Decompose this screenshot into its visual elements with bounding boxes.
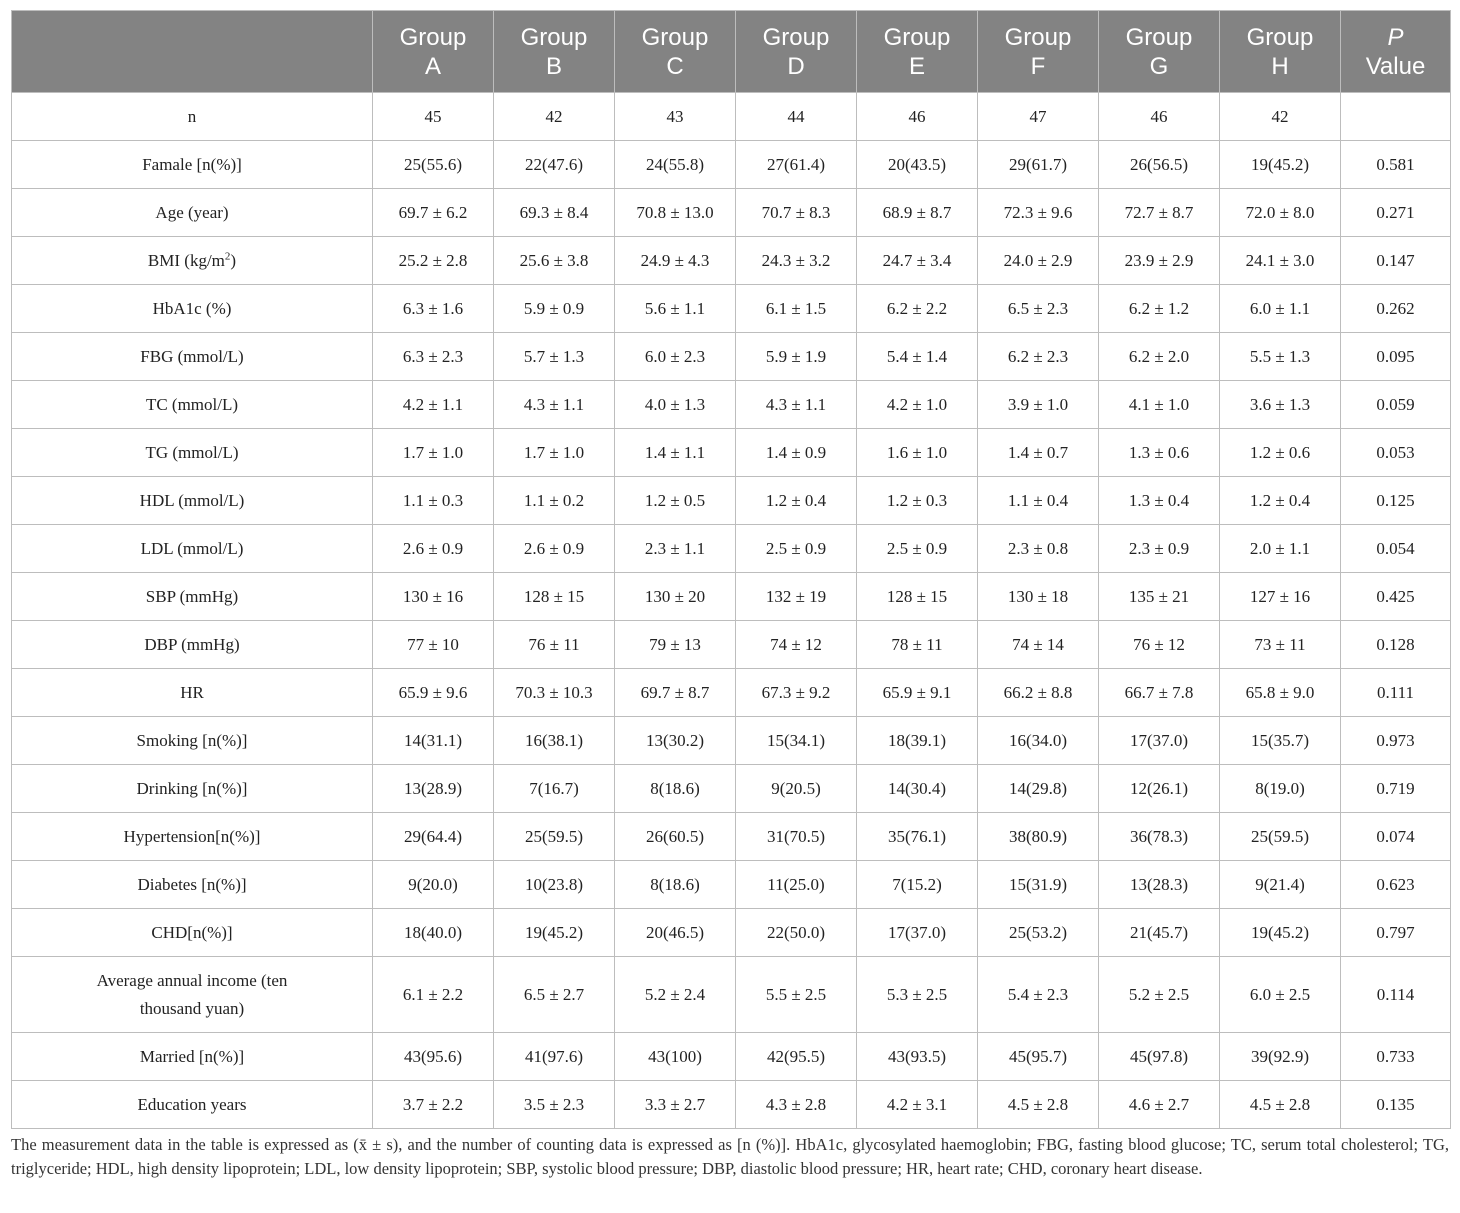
row-label bbox=[12, 909, 373, 957]
cell-group-1: 1.7 ± 1.0 bbox=[494, 429, 615, 477]
row-label bbox=[12, 621, 373, 669]
cell-group-5: 29(61.7) bbox=[978, 141, 1099, 189]
cell-group-7: 127 ± 16 bbox=[1220, 573, 1341, 621]
row-label-text: TG (mmol/L) bbox=[145, 442, 239, 462]
cell-p-value: 0.135 bbox=[1341, 1081, 1451, 1129]
cell-group-6: 12(26.1) bbox=[1099, 765, 1220, 813]
cell-group-7: 25(59.5) bbox=[1220, 813, 1341, 861]
row-label-text: Married [n(%)] bbox=[139, 1046, 245, 1066]
header-group-5 bbox=[978, 11, 1099, 93]
table-row bbox=[12, 1081, 1451, 1129]
cell-group-6: 4.1 ± 1.0 bbox=[1099, 381, 1220, 429]
cell-group-0: 13(28.9) bbox=[373, 765, 494, 813]
cell-group-3: 1.2 ± 0.4 bbox=[736, 477, 857, 525]
cell-group-7: 9(21.4) bbox=[1220, 861, 1341, 909]
row-label bbox=[12, 957, 373, 1033]
cell-group-2: 70.8 ± 13.0 bbox=[615, 189, 736, 237]
table-row bbox=[12, 477, 1451, 525]
cell-group-0: 9(20.0) bbox=[373, 861, 494, 909]
row-label-text: Drinking [n(%)] bbox=[136, 778, 248, 798]
cell-group-7: 6.0 ± 1.1 bbox=[1220, 285, 1341, 333]
cell-group-0: 25(55.6) bbox=[373, 141, 494, 189]
cell-group-4: 43(93.5) bbox=[857, 1033, 978, 1081]
cell-group-3: 9(20.5) bbox=[736, 765, 857, 813]
table-container bbox=[11, 10, 1449, 1129]
cell-group-2: 43 bbox=[615, 93, 736, 141]
cell-group-7: 42 bbox=[1220, 93, 1341, 141]
cell-p-value: 0.733 bbox=[1341, 1033, 1451, 1081]
cell-group-1: 7(16.7) bbox=[494, 765, 615, 813]
cell-group-6: 72.7 ± 8.7 bbox=[1099, 189, 1220, 237]
cell-p-value: 0.059 bbox=[1341, 381, 1451, 429]
row-label bbox=[12, 381, 373, 429]
row-label bbox=[12, 237, 373, 285]
cell-group-2: 69.7 ± 8.7 bbox=[615, 669, 736, 717]
cell-group-6: 2.3 ± 0.9 bbox=[1099, 525, 1220, 573]
cell-p-value: 0.581 bbox=[1341, 141, 1451, 189]
cell-group-0: 1.1 ± 0.3 bbox=[373, 477, 494, 525]
header-p-value bbox=[1341, 11, 1451, 93]
header-row bbox=[12, 11, 1451, 93]
cell-group-1: 69.3 ± 8.4 bbox=[494, 189, 615, 237]
cell-p-value bbox=[1341, 93, 1451, 141]
cell-group-6: 36(78.3) bbox=[1099, 813, 1220, 861]
row-label bbox=[12, 477, 373, 525]
cell-group-3: 24.3 ± 3.2 bbox=[736, 237, 857, 285]
cell-group-7: 72.0 ± 8.0 bbox=[1220, 189, 1341, 237]
cell-group-4: 35(76.1) bbox=[857, 813, 978, 861]
cell-group-4: 1.6 ± 1.0 bbox=[857, 429, 978, 477]
row-label-suffix: ) bbox=[230, 250, 237, 270]
cell-group-0: 18(40.0) bbox=[373, 909, 494, 957]
row-label bbox=[12, 1081, 373, 1129]
cell-group-1: 22(47.6) bbox=[494, 141, 615, 189]
row-label-text: DBP (mmHg) bbox=[144, 634, 240, 654]
header-group-letter: H bbox=[1271, 52, 1289, 80]
cell-group-4: 46 bbox=[857, 93, 978, 141]
table-header bbox=[12, 11, 1451, 93]
cell-group-2: 6.0 ± 2.3 bbox=[615, 333, 736, 381]
cell-p-value: 0.074 bbox=[1341, 813, 1451, 861]
header-group-letter: A bbox=[424, 52, 441, 80]
row-label-text: CHD[n(%)] bbox=[151, 922, 233, 942]
cell-group-3: 44 bbox=[736, 93, 857, 141]
cell-group-0: 25.2 ± 2.8 bbox=[373, 237, 494, 285]
row-label bbox=[12, 333, 373, 381]
cell-group-5: 74 ± 14 bbox=[978, 621, 1099, 669]
cell-group-0: 43(95.6) bbox=[373, 1033, 494, 1081]
cell-p-value: 0.054 bbox=[1341, 525, 1451, 573]
cell-group-2: 130 ± 20 bbox=[615, 573, 736, 621]
cell-group-4: 6.2 ± 2.2 bbox=[857, 285, 978, 333]
cell-group-4: 7(15.2) bbox=[857, 861, 978, 909]
cell-group-6: 23.9 ± 2.9 bbox=[1099, 237, 1220, 285]
cell-group-1: 19(45.2) bbox=[494, 909, 615, 957]
cell-group-4: 2.5 ± 0.9 bbox=[857, 525, 978, 573]
table-row bbox=[12, 429, 1451, 477]
row-label-text: LDL (mmol/L) bbox=[140, 538, 244, 558]
cell-group-1: 76 ± 11 bbox=[494, 621, 615, 669]
cell-group-4: 5.3 ± 2.5 bbox=[857, 957, 978, 1033]
cell-group-1: 5.9 ± 0.9 bbox=[494, 285, 615, 333]
cell-group-0: 3.7 ± 2.2 bbox=[373, 1081, 494, 1129]
cell-group-7: 15(35.7) bbox=[1220, 717, 1341, 765]
cell-group-4: 78 ± 11 bbox=[857, 621, 978, 669]
header-group-letter: B bbox=[545, 52, 562, 80]
cell-group-5: 47 bbox=[978, 93, 1099, 141]
table-row bbox=[12, 669, 1451, 717]
cell-group-2: 4.0 ± 1.3 bbox=[615, 381, 736, 429]
row-label-text: Diabetes [n(%)] bbox=[137, 874, 247, 894]
cell-p-value: 0.262 bbox=[1341, 285, 1451, 333]
cell-group-7: 1.2 ± 0.4 bbox=[1220, 477, 1341, 525]
row-label-text: Age (year) bbox=[155, 202, 229, 222]
row-label bbox=[12, 813, 373, 861]
row-label-superscript: 2 bbox=[224, 249, 231, 262]
cell-group-5: 3.9 ± 1.0 bbox=[978, 381, 1099, 429]
row-label-text: HDL (mmol/L) bbox=[139, 490, 245, 510]
cell-group-0: 2.6 ± 0.9 bbox=[373, 525, 494, 573]
cell-p-value: 0.719 bbox=[1341, 765, 1451, 813]
cell-group-1: 16(38.1) bbox=[494, 717, 615, 765]
table-row bbox=[12, 765, 1451, 813]
cell-group-3: 27(61.4) bbox=[736, 141, 857, 189]
cell-group-3: 74 ± 12 bbox=[736, 621, 857, 669]
cell-group-1: 4.3 ± 1.1 bbox=[494, 381, 615, 429]
cell-group-6: 5.2 ± 2.5 bbox=[1099, 957, 1220, 1033]
header-group-0 bbox=[373, 11, 494, 93]
cell-group-4: 4.2 ± 3.1 bbox=[857, 1081, 978, 1129]
header-group-letter: E bbox=[908, 52, 925, 80]
cell-p-value: 0.797 bbox=[1341, 909, 1451, 957]
row-label-text: n bbox=[187, 106, 197, 126]
cell-group-7: 3.6 ± 1.3 bbox=[1220, 381, 1341, 429]
cell-group-6: 1.3 ± 0.6 bbox=[1099, 429, 1220, 477]
cell-group-1: 3.5 ± 2.3 bbox=[494, 1081, 615, 1129]
cell-group-7: 1.2 ± 0.6 bbox=[1220, 429, 1341, 477]
row-label-text: Famale [n(%)] bbox=[142, 154, 242, 174]
cell-group-3: 5.9 ± 1.9 bbox=[736, 333, 857, 381]
cell-p-value: 0.111 bbox=[1341, 669, 1451, 717]
cell-group-2: 1.2 ± 0.5 bbox=[615, 477, 736, 525]
row-label bbox=[12, 285, 373, 333]
cell-group-1: 70.3 ± 10.3 bbox=[494, 669, 615, 717]
table-row bbox=[12, 909, 1451, 957]
cell-group-2: 5.2 ± 2.4 bbox=[615, 957, 736, 1033]
cell-group-5: 15(31.9) bbox=[978, 861, 1099, 909]
cell-group-7: 24.1 ± 3.0 bbox=[1220, 237, 1341, 285]
cell-group-2: 24(55.8) bbox=[615, 141, 736, 189]
header-value-word: Value bbox=[1365, 52, 1426, 80]
cell-group-2: 3.3 ± 2.7 bbox=[615, 1081, 736, 1129]
cell-group-0: 4.2 ± 1.1 bbox=[373, 381, 494, 429]
header-group-word: Group bbox=[883, 23, 951, 51]
cell-group-0: 65.9 ± 9.6 bbox=[373, 669, 494, 717]
cell-group-3: 6.1 ± 1.5 bbox=[736, 285, 857, 333]
row-label-text: HbA1c (%) bbox=[152, 298, 232, 318]
cell-group-2: 8(18.6) bbox=[615, 861, 736, 909]
header-group-1 bbox=[494, 11, 615, 93]
cell-group-2: 79 ± 13 bbox=[615, 621, 736, 669]
header-group-word: Group bbox=[1004, 23, 1072, 51]
table-row bbox=[12, 621, 1451, 669]
cell-group-5: 25(53.2) bbox=[978, 909, 1099, 957]
row-label bbox=[12, 573, 373, 621]
header-group-word: Group bbox=[641, 23, 709, 51]
table-row bbox=[12, 813, 1451, 861]
cell-group-4: 14(30.4) bbox=[857, 765, 978, 813]
cell-group-3: 42(95.5) bbox=[736, 1033, 857, 1081]
cell-group-4: 17(37.0) bbox=[857, 909, 978, 957]
cell-group-2: 13(30.2) bbox=[615, 717, 736, 765]
table-row bbox=[12, 93, 1451, 141]
row-label bbox=[12, 1033, 373, 1081]
table-row bbox=[12, 525, 1451, 573]
cell-group-2: 1.4 ± 1.1 bbox=[615, 429, 736, 477]
cell-group-0: 45 bbox=[373, 93, 494, 141]
cell-group-5: 66.2 ± 8.8 bbox=[978, 669, 1099, 717]
cell-p-value: 0.128 bbox=[1341, 621, 1451, 669]
row-label-text: Average annual income (ten bbox=[96, 970, 288, 990]
cell-group-6: 6.2 ± 2.0 bbox=[1099, 333, 1220, 381]
row-label bbox=[12, 717, 373, 765]
cell-group-6: 1.3 ± 0.4 bbox=[1099, 477, 1220, 525]
cell-group-5: 72.3 ± 9.6 bbox=[978, 189, 1099, 237]
cell-group-7: 19(45.2) bbox=[1220, 141, 1341, 189]
table-row bbox=[12, 1033, 1451, 1081]
cell-p-value: 0.973 bbox=[1341, 717, 1451, 765]
cell-p-value: 0.623 bbox=[1341, 861, 1451, 909]
table-row bbox=[12, 333, 1451, 381]
cell-group-1: 5.7 ± 1.3 bbox=[494, 333, 615, 381]
cell-group-3: 2.5 ± 0.9 bbox=[736, 525, 857, 573]
header-group-7 bbox=[1220, 11, 1341, 93]
cell-group-4: 20(43.5) bbox=[857, 141, 978, 189]
cell-p-value: 0.125 bbox=[1341, 477, 1451, 525]
cell-group-5: 5.4 ± 2.3 bbox=[978, 957, 1099, 1033]
cell-p-value: 0.425 bbox=[1341, 573, 1451, 621]
row-label bbox=[12, 669, 373, 717]
row-label bbox=[12, 189, 373, 237]
cell-group-5: 4.5 ± 2.8 bbox=[978, 1081, 1099, 1129]
cell-group-1: 2.6 ± 0.9 bbox=[494, 525, 615, 573]
row-label bbox=[12, 525, 373, 573]
cell-group-6: 46 bbox=[1099, 93, 1220, 141]
cell-group-6: 45(97.8) bbox=[1099, 1033, 1220, 1081]
cell-group-1: 42 bbox=[494, 93, 615, 141]
cell-group-4: 24.7 ± 3.4 bbox=[857, 237, 978, 285]
table-row bbox=[12, 237, 1451, 285]
cell-group-2: 8(18.6) bbox=[615, 765, 736, 813]
cell-group-3: 31(70.5) bbox=[736, 813, 857, 861]
table-row bbox=[12, 717, 1451, 765]
cell-group-6: 17(37.0) bbox=[1099, 717, 1220, 765]
table-row bbox=[12, 573, 1451, 621]
table-row bbox=[12, 381, 1451, 429]
row-label-text: HR bbox=[180, 682, 204, 702]
row-label bbox=[12, 429, 373, 477]
header-group-word: Group bbox=[1125, 23, 1193, 51]
header-group-letter: F bbox=[1030, 52, 1046, 80]
cell-p-value: 0.114 bbox=[1341, 957, 1451, 1033]
cell-p-value: 0.271 bbox=[1341, 189, 1451, 237]
cell-group-0: 130 ± 16 bbox=[373, 573, 494, 621]
cell-group-4: 1.2 ± 0.3 bbox=[857, 477, 978, 525]
cell-group-3: 4.3 ± 2.8 bbox=[736, 1081, 857, 1129]
cell-group-5: 6.5 ± 2.3 bbox=[978, 285, 1099, 333]
cell-group-0: 1.7 ± 1.0 bbox=[373, 429, 494, 477]
cell-group-2: 5.6 ± 1.1 bbox=[615, 285, 736, 333]
cell-group-2: 26(60.5) bbox=[615, 813, 736, 861]
header-group-4 bbox=[857, 11, 978, 93]
cell-group-1: 25(59.5) bbox=[494, 813, 615, 861]
cell-group-4: 18(39.1) bbox=[857, 717, 978, 765]
table-row bbox=[12, 861, 1451, 909]
cell-group-4: 65.9 ± 9.1 bbox=[857, 669, 978, 717]
cell-group-6: 21(45.7) bbox=[1099, 909, 1220, 957]
cell-group-7: 2.0 ± 1.1 bbox=[1220, 525, 1341, 573]
header-group-word: Group bbox=[762, 23, 830, 51]
cell-group-1: 1.1 ± 0.2 bbox=[494, 477, 615, 525]
cell-group-3: 11(25.0) bbox=[736, 861, 857, 909]
row-label bbox=[12, 765, 373, 813]
cell-group-6: 6.2 ± 1.2 bbox=[1099, 285, 1220, 333]
cell-group-6: 13(28.3) bbox=[1099, 861, 1220, 909]
cell-group-0: 29(64.4) bbox=[373, 813, 494, 861]
row-label-text: TC (mmol/L) bbox=[145, 394, 239, 414]
header-p-letter: P bbox=[1387, 23, 1404, 51]
cell-group-7: 4.5 ± 2.8 bbox=[1220, 1081, 1341, 1129]
cell-group-2: 24.9 ± 4.3 bbox=[615, 237, 736, 285]
cell-group-3: 70.7 ± 8.3 bbox=[736, 189, 857, 237]
cell-group-3: 132 ± 19 bbox=[736, 573, 857, 621]
row-label-text-line2: thousand yuan) bbox=[139, 998, 245, 1018]
cell-group-5: 38(80.9) bbox=[978, 813, 1099, 861]
header-group-6 bbox=[1099, 11, 1220, 93]
cell-group-5: 1.1 ± 0.4 bbox=[978, 477, 1099, 525]
row-label-text: FBG (mmol/L) bbox=[140, 346, 244, 366]
cell-group-0: 69.7 ± 6.2 bbox=[373, 189, 494, 237]
cell-group-1: 6.5 ± 2.7 bbox=[494, 957, 615, 1033]
cell-group-7: 19(45.2) bbox=[1220, 909, 1341, 957]
header-empty-cell bbox=[12, 11, 373, 93]
header-group-2 bbox=[615, 11, 736, 93]
cell-group-7: 73 ± 11 bbox=[1220, 621, 1341, 669]
cell-group-0: 6.3 ± 1.6 bbox=[373, 285, 494, 333]
row-label-text: SBP (mmHg) bbox=[145, 586, 239, 606]
cell-group-6: 76 ± 12 bbox=[1099, 621, 1220, 669]
cell-group-4: 4.2 ± 1.0 bbox=[857, 381, 978, 429]
cell-group-3: 4.3 ± 1.1 bbox=[736, 381, 857, 429]
table-row bbox=[12, 141, 1451, 189]
cell-group-6: 135 ± 21 bbox=[1099, 573, 1220, 621]
cell-group-4: 68.9 ± 8.7 bbox=[857, 189, 978, 237]
cell-group-3: 15(34.1) bbox=[736, 717, 857, 765]
cell-p-value: 0.095 bbox=[1341, 333, 1451, 381]
table-footnote: The measurement data in the table is expressed as (x̄ ± s), and the number of counting data is expressed as [n (%)]. HbA1c, glycosylated haemoglobin; FBG, fasting blood glucose; TC, serum total cholesterol; TG, triglyceride; HDL, high density lipoprotein; LDL, low density lipoprotein; SBP, systolic blood pressure; DBP, diastolic blood pressure; HR, heart rate; CHD, coronary heart disease. bbox=[11, 1135, 1449, 1178]
row-label bbox=[12, 93, 373, 141]
table-row bbox=[12, 285, 1451, 333]
cell-group-5: 16(34.0) bbox=[978, 717, 1099, 765]
cell-group-0: 6.1 ± 2.2 bbox=[373, 957, 494, 1033]
cell-group-0: 6.3 ± 2.3 bbox=[373, 333, 494, 381]
cell-group-1: 128 ± 15 bbox=[494, 573, 615, 621]
cell-group-6: 26(56.5) bbox=[1099, 141, 1220, 189]
baseline-characteristics-table bbox=[11, 10, 1451, 1129]
cell-group-7: 5.5 ± 1.3 bbox=[1220, 333, 1341, 381]
table-row bbox=[12, 189, 1451, 237]
header-group-word: Group bbox=[1246, 23, 1314, 51]
row-label-text: BMI (kg/m bbox=[147, 250, 225, 270]
row-label bbox=[12, 861, 373, 909]
cell-group-5: 14(29.8) bbox=[978, 765, 1099, 813]
cell-group-5: 45(95.7) bbox=[978, 1033, 1099, 1081]
cell-group-4: 128 ± 15 bbox=[857, 573, 978, 621]
cell-group-6: 4.6 ± 2.7 bbox=[1099, 1081, 1220, 1129]
cell-group-2: 20(46.5) bbox=[615, 909, 736, 957]
cell-group-4: 5.4 ± 1.4 bbox=[857, 333, 978, 381]
row-label-text: Smoking [n(%)] bbox=[136, 730, 248, 750]
header-group-letter: C bbox=[666, 52, 684, 80]
cell-group-3: 22(50.0) bbox=[736, 909, 857, 957]
cell-group-5: 2.3 ± 0.8 bbox=[978, 525, 1099, 573]
cell-group-3: 5.5 ± 2.5 bbox=[736, 957, 857, 1033]
cell-group-5: 130 ± 18 bbox=[978, 573, 1099, 621]
header-group-letter: G bbox=[1149, 52, 1169, 80]
table-body bbox=[12, 93, 1451, 1129]
table-row bbox=[12, 957, 1451, 1033]
cell-group-7: 8(19.0) bbox=[1220, 765, 1341, 813]
cell-group-5: 6.2 ± 2.3 bbox=[978, 333, 1099, 381]
cell-group-2: 43(100) bbox=[615, 1033, 736, 1081]
header-group-letter: D bbox=[787, 52, 805, 80]
cell-group-1: 25.6 ± 3.8 bbox=[494, 237, 615, 285]
cell-group-6: 66.7 ± 7.8 bbox=[1099, 669, 1220, 717]
cell-group-1: 41(97.6) bbox=[494, 1033, 615, 1081]
cell-group-5: 24.0 ± 2.9 bbox=[978, 237, 1099, 285]
cell-group-7: 65.8 ± 9.0 bbox=[1220, 669, 1341, 717]
row-label bbox=[12, 141, 373, 189]
row-label-text: Education years bbox=[137, 1094, 247, 1114]
cell-group-7: 39(92.9) bbox=[1220, 1033, 1341, 1081]
header-group-3 bbox=[736, 11, 857, 93]
cell-group-3: 67.3 ± 9.2 bbox=[736, 669, 857, 717]
header-group-word: Group bbox=[399, 23, 467, 51]
cell-group-0: 77 ± 10 bbox=[373, 621, 494, 669]
cell-group-3: 1.4 ± 0.9 bbox=[736, 429, 857, 477]
cell-p-value: 0.147 bbox=[1341, 237, 1451, 285]
cell-group-5: 1.4 ± 0.7 bbox=[978, 429, 1099, 477]
cell-group-7: 6.0 ± 2.5 bbox=[1220, 957, 1341, 1033]
cell-p-value: 0.053 bbox=[1341, 429, 1451, 477]
row-label-text: Hypertension[n(%)] bbox=[123, 826, 261, 846]
cell-group-2: 2.3 ± 1.1 bbox=[615, 525, 736, 573]
header-group-word: Group bbox=[520, 23, 588, 51]
cell-group-0: 14(31.1) bbox=[373, 717, 494, 765]
cell-group-1: 10(23.8) bbox=[494, 861, 615, 909]
